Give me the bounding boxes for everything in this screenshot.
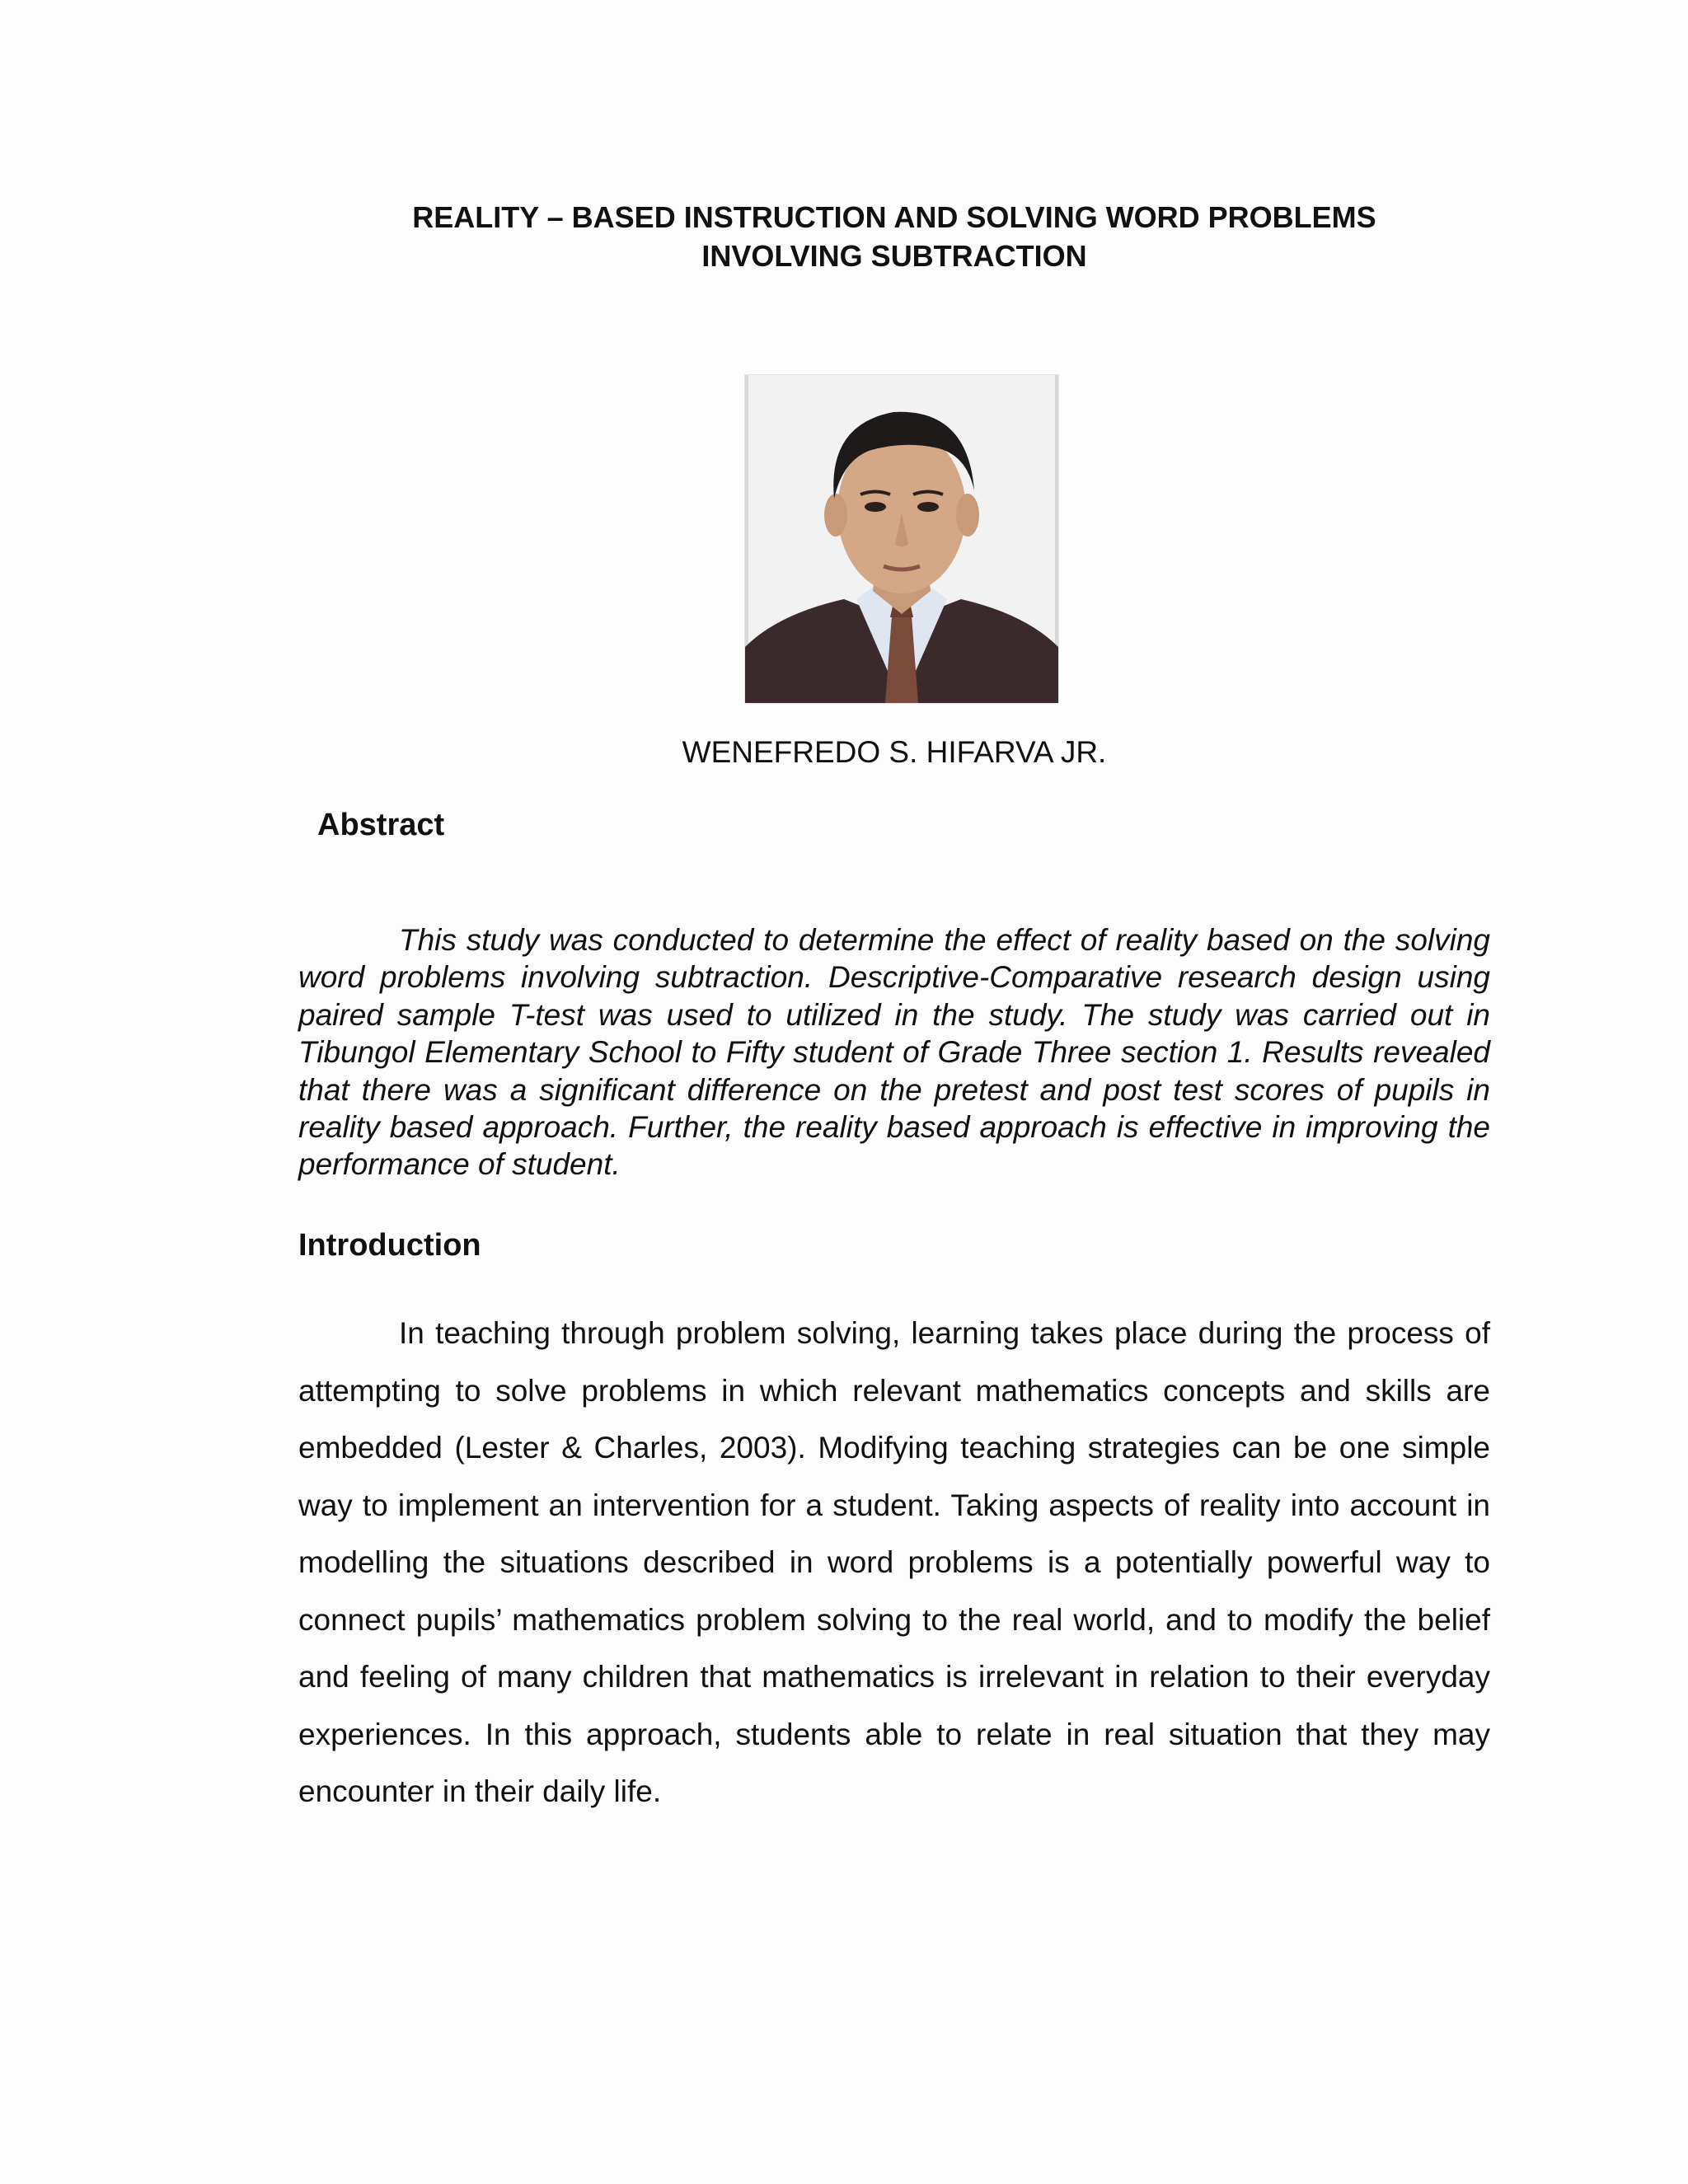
abstract-heading: Abstract bbox=[317, 808, 445, 842]
paper-title bbox=[0, 198, 1688, 275]
paper-title-line-1: REALITY – BASED INSTRUCTION AND SOLVING WORD PROBLEMS bbox=[412, 200, 1376, 234]
paper-title-line-2: INVOLVING SUBTRACTION bbox=[701, 239, 1087, 273]
author-photo bbox=[745, 375, 1058, 703]
introduction-text: In teaching through problem solving, learning takes place during the process of attempting to solve problems in which relevant mathematics concepts and skills are embedded (Lester & Charles, 2003). Modifying teaching strategies can be one simple way to implement an intervention for a student. Taking aspects of reality into account in modelling the situations described in word problems is a potentially powerful way to connect pupils’ mathematics problem solving to the real world, and to modify the belief and feeling of many children that mathematics is irrelevant in relation to their everyday experiences. In this approach, students able to relate in real situation that they may encounter in their daily life. bbox=[298, 1316, 1490, 1808]
author-portrait-image bbox=[745, 375, 1058, 703]
author-name: WENEFREDO S. HIFARVA JR. bbox=[682, 735, 1107, 769]
introduction-heading: Introduction bbox=[298, 1228, 481, 1263]
abstract-text: This study was conducted to determine the effect of reality based on the solving word problems involving subtraction. Descriptive-Comparative research design using paired sample T-test was used to utilized in the study. The study was carried out in Tibungol Elementary School to Fifty student of Grade Three section 1. Results revealed that there was a significant difference on the pretest and post test scores of pupils in reality based approach. Further, the reality based approach is effective in improving the performance of student. bbox=[298, 923, 1490, 1182]
